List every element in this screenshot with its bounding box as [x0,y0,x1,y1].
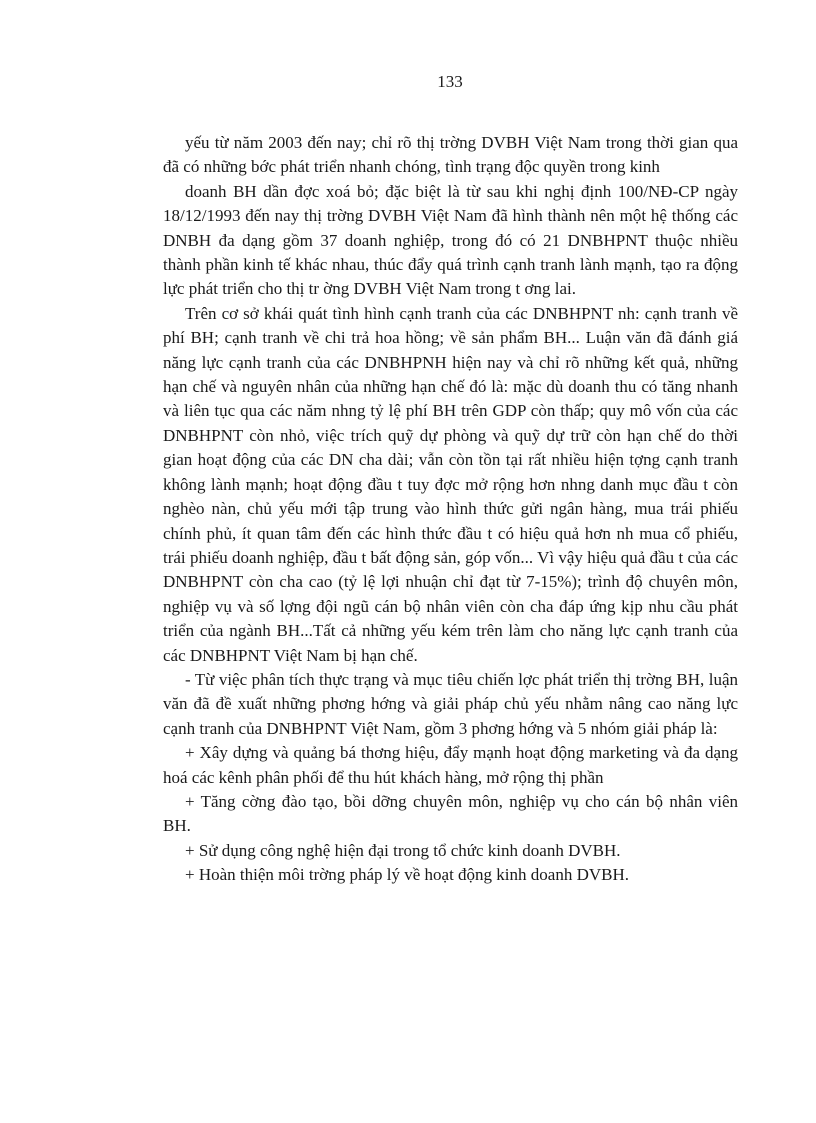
paragraph-2: doanh BH dần đợc xoá bỏ; đặc biệt là từ sau khi nghị định 100/NĐ-CP ngày 18/12/1993 đến nay thị trờng DVBH Việt Nam đã hình thành nên một hệ thống các DNBH đa dạng gồm 37 doanh nghiệp, trong đó có 21 DNBHPNT thuộc nhiều thành phần kinh tế khác nhau, thúc đẩy quá trình cạnh tranh lành mạnh, tạo ra động lực phát triển cho thị tr ờng DVBH Việt Nam trong t ơng lai. [163,181,738,299]
page-number: 133 [437,72,463,91]
paragraph-8: + Hoàn thiện môi trờng pháp lý về hoạt động kinh doanh DVBH. [185,865,629,885]
paragraph-7: + Sử dụng công nghệ hiện đại trong tổ chức kinh doanh DVBH. [185,840,621,860]
paragraph-5: + Xây dựng và quảng bá thơng hiệu, đẩy mạnh hoạt động marketing và đa dạng hoá các kênh phân phối để thu hút khách hàng, mở rộng thị phần [163,743,738,787]
paragraph-1: yếu từ năm 2003 đến nay; chỉ rõ thị trờng DVBH Việt Nam trong thời gian qua đã có những bớc phát triển nhanh chóng, tình trạng độc quyền trong kinh [163,133,738,177]
paragraph-4: - Từ việc phân tích thực trạng và mục tiêu chiến lợc phát triển thị trờng BH, luận văn đã đề xuất những phơng hớng và giải pháp chủ yếu nhằm nâng cao năng lực cạnh tranh của DNBHPNT Việt Nam, gồm 3 phơng hớng và 5 nhóm giải pháp là: [163,669,738,738]
body-text [163,131,738,888]
paragraph-3: Trên cơ sở khái quát tình hình cạnh tranh của các DNBHPNT nh: cạnh tranh về phí BH; cạnh tranh về chi trả hoa hồng; về sản phẩm BH... Luận văn đã đánh giá năng lực cạnh tranh của các DNBHPNH hiện nay và chỉ rõ những kết quả, những hạn chế và nguyên nhân của những hạn chế đó là: mặc dù doanh thu có tăng nhanh và liên tục qua các năm nhng tỷ lệ phí BH trên GDP còn thấp; quy mô vốn của các DNBHPNT còn nhỏ, việc trích quỹ dự phòng và quỹ dự trữ còn hạn chế do thời gian hoạt động của các DN cha dài; vẫn còn tồn tại rất nhiều hiện tợng cạnh tranh không lành mạnh; hoạt động đầu t tuy đợc mở rộng hơn nhng danh mục đầu t còn nghèo nàn, chủ yếu mới tập trung vào hình thức gửi ngân hàng, mua trái phiếu chính phủ, ít quan tâm đến các hình thức đầu t có hiệu quả hơn nh mua cổ phiếu, trái phiếu doanh nghiệp, đầu t bất động sản, góp vốn... Vì vậy hiệu quả đầu t của các DNBHPNT còn cha cao (tỷ lệ lợi nhuận chỉ đạt từ 7-15%); trình độ chuyên môn, nghiệp vụ và số lợng đội ngũ cán bộ nhân viên còn cha đáp ứng kịp nhu cầu phát triển của ngành BH...Tất cả những yếu kém trên làm cho năng lực cạnh tranh của các DNBHPNT Việt Nam bị hạn chế. [163,303,738,665]
paragraph-6: + Tăng cờng đào tạo, bồi dỡng chuyên môn, nghiệp vụ cho cán bộ nhân viên BH. [163,791,738,836]
